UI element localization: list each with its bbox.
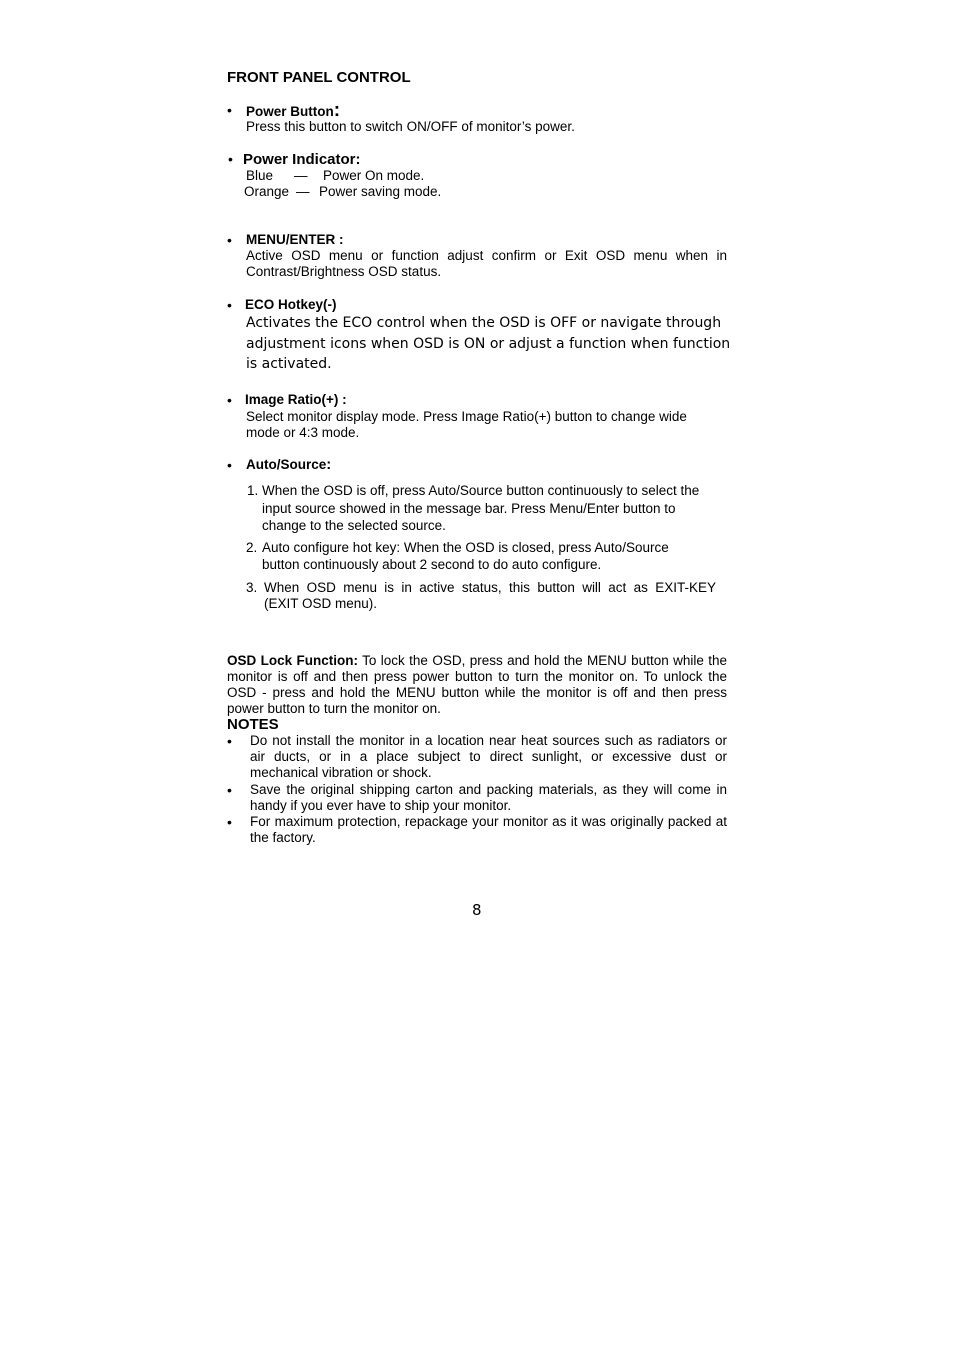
menu-enter-label: MENU/ENTER :: [246, 232, 344, 247]
bullet-power-indicator: •: [228, 151, 233, 167]
image-ratio-text: [246, 409, 687, 441]
auto-source-item-line: button continuously about 2 second to do auto configure.: [262, 557, 602, 572]
bullet-note-3: •: [227, 814, 232, 830]
auto-source-item-1: [262, 482, 699, 535]
auto-source-item-line: Auto configure hot key: When the OSD is closed, press Auto/Source: [262, 540, 669, 555]
indicator-blue-mode: Power On mode.: [323, 168, 425, 183]
power-button-text: Press this button to switch ON/OFF of monitor’s power.: [246, 119, 575, 134]
menu-enter-text: Active OSD menu or function adjust confirm or Exit OSD menu when in Contrast/Brightness OSD status.: [246, 248, 727, 279]
eco-hotkey-line: Activates the ECO control when the OSD is OFF or navigate through: [246, 315, 722, 331]
eco-hotkey-label: ECO Hotkey(-): [245, 297, 337, 312]
osd-lock-label: OSD Lock Function:: [227, 653, 359, 668]
auto-source-colon: :: [326, 456, 332, 473]
auto-source-item-line: change to the selected source.: [262, 518, 446, 533]
indicator-orange-mode: Power saving mode.: [319, 184, 442, 199]
auto-source-label: Auto/Source: [246, 457, 327, 472]
notes-heading: NOTES: [227, 716, 279, 733]
power-indicator-label: Power Indicator:: [243, 151, 361, 168]
bullet-eco-hotkey: •: [227, 297, 232, 313]
auto-source-item-1-num: 1.: [247, 483, 259, 498]
indicator-orange-color: Orange: [244, 184, 290, 199]
auto-source-item-line: input source showed in the message bar. Press Menu/Enter button to: [262, 500, 676, 516]
image-ratio-line: mode or 4:3 mode.: [246, 425, 360, 440]
image-ratio-label: Image Ratio(+) :: [245, 392, 347, 407]
power-button-label: Power Button: [246, 104, 334, 119]
auto-source-item-line: When OSD menu is in active status, this button will act as EXIT-KEY: [264, 580, 716, 595]
eco-hotkey-line: is activated.: [246, 356, 332, 372]
indicator-blue-color: Blue: [246, 168, 274, 183]
auto-source-item-3: [264, 580, 716, 612]
bullet-auto-source: •: [227, 457, 232, 473]
power-button-colon: :: [333, 100, 341, 121]
osd-lock-paragraph: [227, 653, 727, 717]
note-item: Save the original shipping carton and packing materials, as they will come in handy if you ever have to ship your monitor.: [250, 782, 727, 813]
eco-hotkey-text: [246, 313, 730, 375]
page-number: 8: [472, 901, 482, 919]
auto-source-item-2: [262, 539, 669, 573]
eco-hotkey-line: adjustment icons when OSD is ON or adjust a function when function: [246, 335, 731, 352]
osd-lock-text: To lock the OSD, press and hold the MENU button while the monitor is off and then press power button to turn the monitor on. To unlock the OSD - press and hold the MENU button while the monitor is off and then press power button to turn the monitor on.: [227, 653, 727, 716]
image-ratio-line: Select monitor display mode. Press Image Ratio(+) button to change wide: [246, 409, 687, 424]
auto-source-item-2-num: 2.: [246, 540, 258, 555]
auto-source-item-line: (EXIT OSD menu).: [264, 596, 378, 611]
page-heading: FRONT PANEL CONTROL: [227, 69, 411, 86]
bullet-note-2: •: [227, 782, 232, 798]
note-item: For maximum protection, repackage your monitor as it was originally packed at the factory.: [250, 814, 727, 845]
auto-source-item-3-num: 3.: [246, 580, 258, 595]
indicator-orange-dash: —: [296, 184, 310, 199]
note-item: Do not install the monitor in a location near heat sources such as radiators or air ducts, or in a place subject to direct sunlight, or excessive dust or mechanical vibration or shock.: [250, 733, 727, 780]
bullet-menu-enter: •: [227, 232, 232, 248]
bullet-note-1: •: [227, 733, 232, 749]
auto-source-title: [246, 456, 331, 474]
indicator-blue-dash: —: [294, 168, 308, 183]
auto-source-item-line: When the OSD is off, press Auto/Source button continuously to select the: [262, 483, 700, 498]
bullet-power-button: •: [227, 102, 232, 118]
bullet-image-ratio: •: [227, 392, 232, 408]
